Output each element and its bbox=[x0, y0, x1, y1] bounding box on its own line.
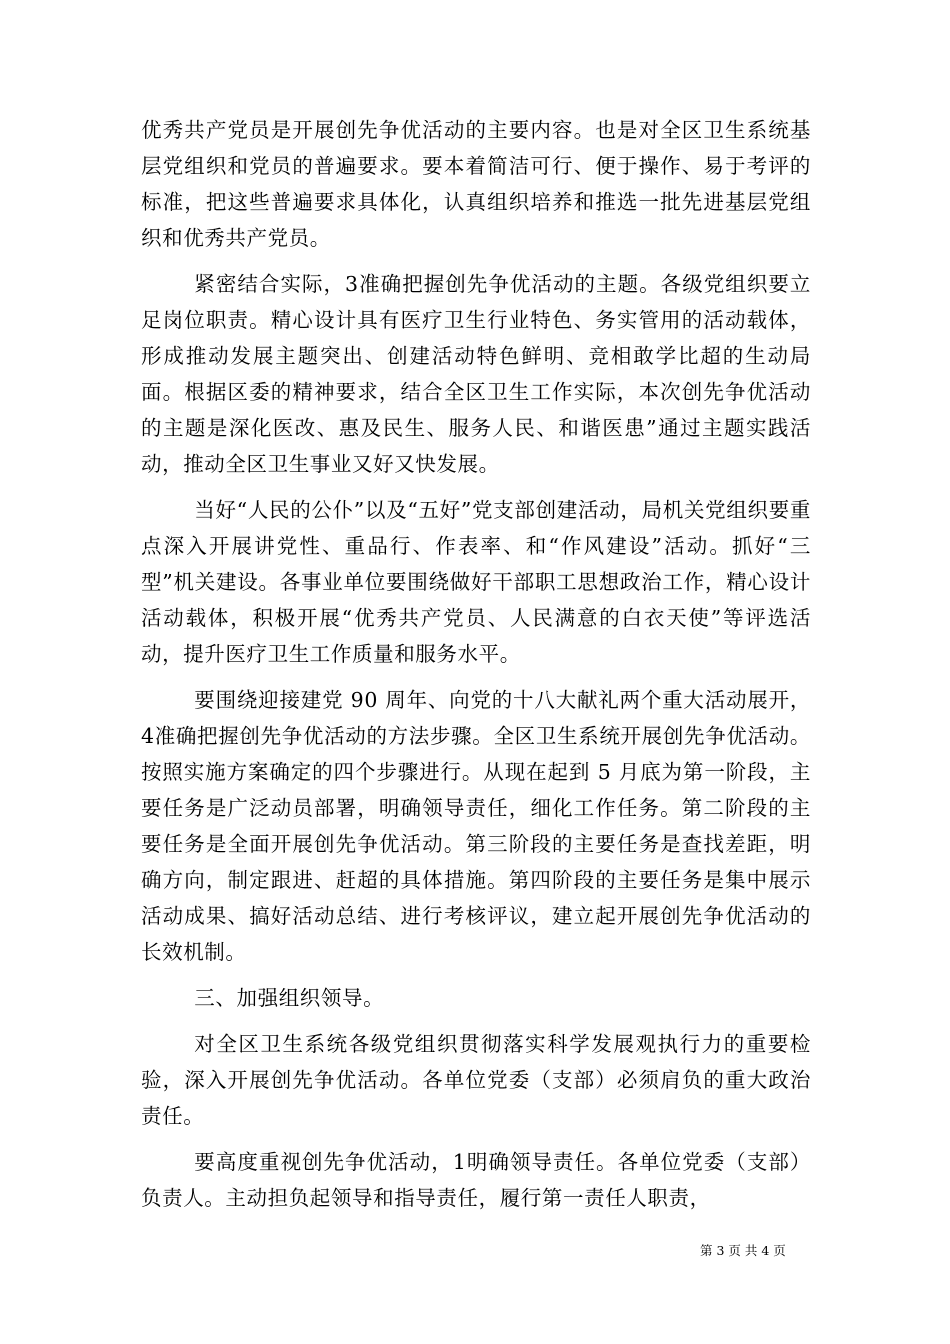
document-body bbox=[141, 112, 811, 1226]
paragraph-2: 紧密结合实际，3准确把握创先争优活动的主题。各级党组织要立足岗位职责。精心设计具有医疗卫生行业特色、务实管用的活动载体，形成推动发展主题突出、创建活动特色鲜明、竞相敢学比超的生动局面。根据区委的精神要求，结合全区卫生工作实际，本次创先争优活动的主题是深化医改、惠及民生、服务人民、和谐医患”通过主题实践活动，推动全区卫生事业又好又快发展。 bbox=[141, 272, 811, 476]
section-heading: 三、加强组织领导。 bbox=[194, 986, 385, 1010]
page-number: 第 3 页 共 4 页 bbox=[700, 1243, 786, 1258]
paragraph-1: 优秀共产党员是开展创先争优活动的主要内容。也是对全区卫生系统基层党组织和党员的普遍要求。要本着简洁可行、便于操作、易于考评的标准，把这些普遍要求具体化，认真组织培养和推选一批先进基层党组织和优秀共产党员。 bbox=[141, 118, 811, 250]
paragraph-4: 要围绕迎接建党 90 周年、向党的十八大献礼两个重大活动展开，4准确把握创先争优活动的方法步骤。全区卫生系统开展创先争优活动。按照实施方案确定的四个步骤进行。从现在起到 5 月底为第一阶段，主要任务是广泛动员部署，明确领导责任，细化工作任务。第二阶段的主要任务是全面开展创先争优活动。第三阶段的主要任务是查找差距，明确方向，制定跟进、赶超的具体措施。第四阶段的主要任务是集中展示活动成果、搞好活动总结、进行考核评议，建立起开展创先争优活动的长效机制。 bbox=[141, 688, 811, 964]
paragraph-5: 对全区卫生系统各级党组织贯彻落实科学发展观执行力的重要检验，深入开展创先争优活动。各单位党委（支部）必须肩负的重大政治责任。 bbox=[141, 1032, 811, 1128]
paragraph-6: 要高度重视创先争优活动，1明确领导责任。各单位党委（支部）负责人。主动担负起领导和指导责任，履行第一责任人职责， bbox=[141, 1150, 811, 1210]
paragraph-3: 当好“人民的公仆”以及“五好”党支部创建活动，局机关党组织要重点深入开展讲党性、重品行、作表率、和“作风建设”活动。抓好“三型”机关建设。各事业单位要围绕做好干部职工思想政治工作，精心设计活动载体，积极开展“优秀共产党员、人民满意的白衣天使”等评选活动，提升医疗卫生工作质量和服务水平。 bbox=[141, 498, 811, 666]
